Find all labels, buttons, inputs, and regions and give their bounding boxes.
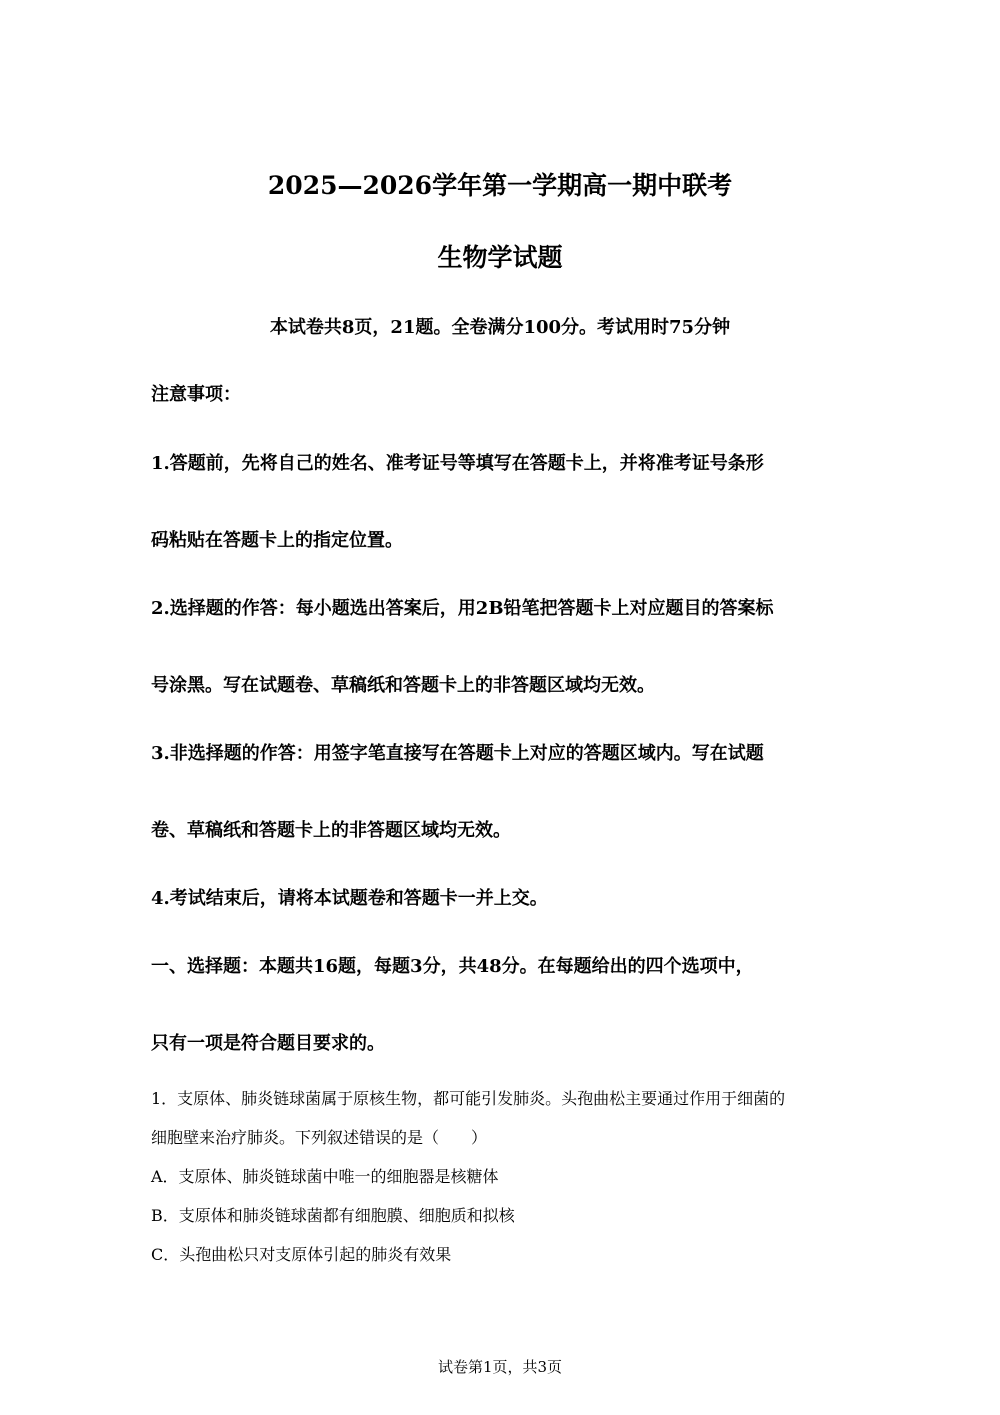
section-1-heading-line-2: 只有一项是符合题目要求的。 [151,1033,385,1054]
note-item-3-line-1: 3.非选择题的作答：用签字笔直接写在答题卡上对应的答题区域内。写在试题 [151,743,764,764]
question-1-option-a: A．支原体、肺炎链球菌中唯一的细胞器是核糖体 [151,1167,499,1186]
note-item-3-line-2: 卷、草稿纸和答题卡上的非答题区域均无效。 [151,820,511,841]
exam-title: 2025—2026学年第一学期高一期中联考 [267,171,733,200]
note-item-1-line-2: 码粘贴在答题卡上的指定位置。 [151,530,403,551]
notes-heading: 注意事项： [151,384,241,405]
question-1-stem-line-1: 1．支原体、肺炎链球菌属于原核生物，都可能引发肺炎。头孢曲松主要通过作用于细菌的 [151,1089,786,1108]
page-footer: 试卷第1页，共3页 [437,1358,563,1376]
note-item-2-line-2: 号涂黑。写在试题卷、草稿纸和答题卡上的非答题区域均无效。 [151,675,655,696]
note-item-1-line-1: 1.答题前，先将自己的姓名、准考证号等填写在答题卡上，并将准考证号条形 [151,453,764,474]
question-1-stem-line-2: 细胞壁来治疗肺炎。下列叙述错误的是（ ） [151,1128,488,1147]
question-1-option-b: B．支原体和肺炎链球菌都有细胞膜、细胞质和拟核 [151,1206,515,1225]
note-item-2-line-1: 2.选择题的作答：每小题选出答案后，用2B铅笔把答题卡上对应题目的答案标 [151,598,774,619]
note-item-4: 4.考试结束后，请将本试题卷和答题卡一并上交。 [151,888,548,909]
subject-title: 生物学试题 [437,243,563,272]
exam-info: 本试卷共8页，21题。全卷满分100分。考试用时75分钟 [269,317,731,338]
section-1-heading-line-1: 一、选择题：本题共16题，每题3分，共48分。在每题给出的四个选项中， [151,956,754,977]
question-1-option-c: C．头孢曲松只对支原体引起的肺炎有效果 [151,1245,452,1264]
